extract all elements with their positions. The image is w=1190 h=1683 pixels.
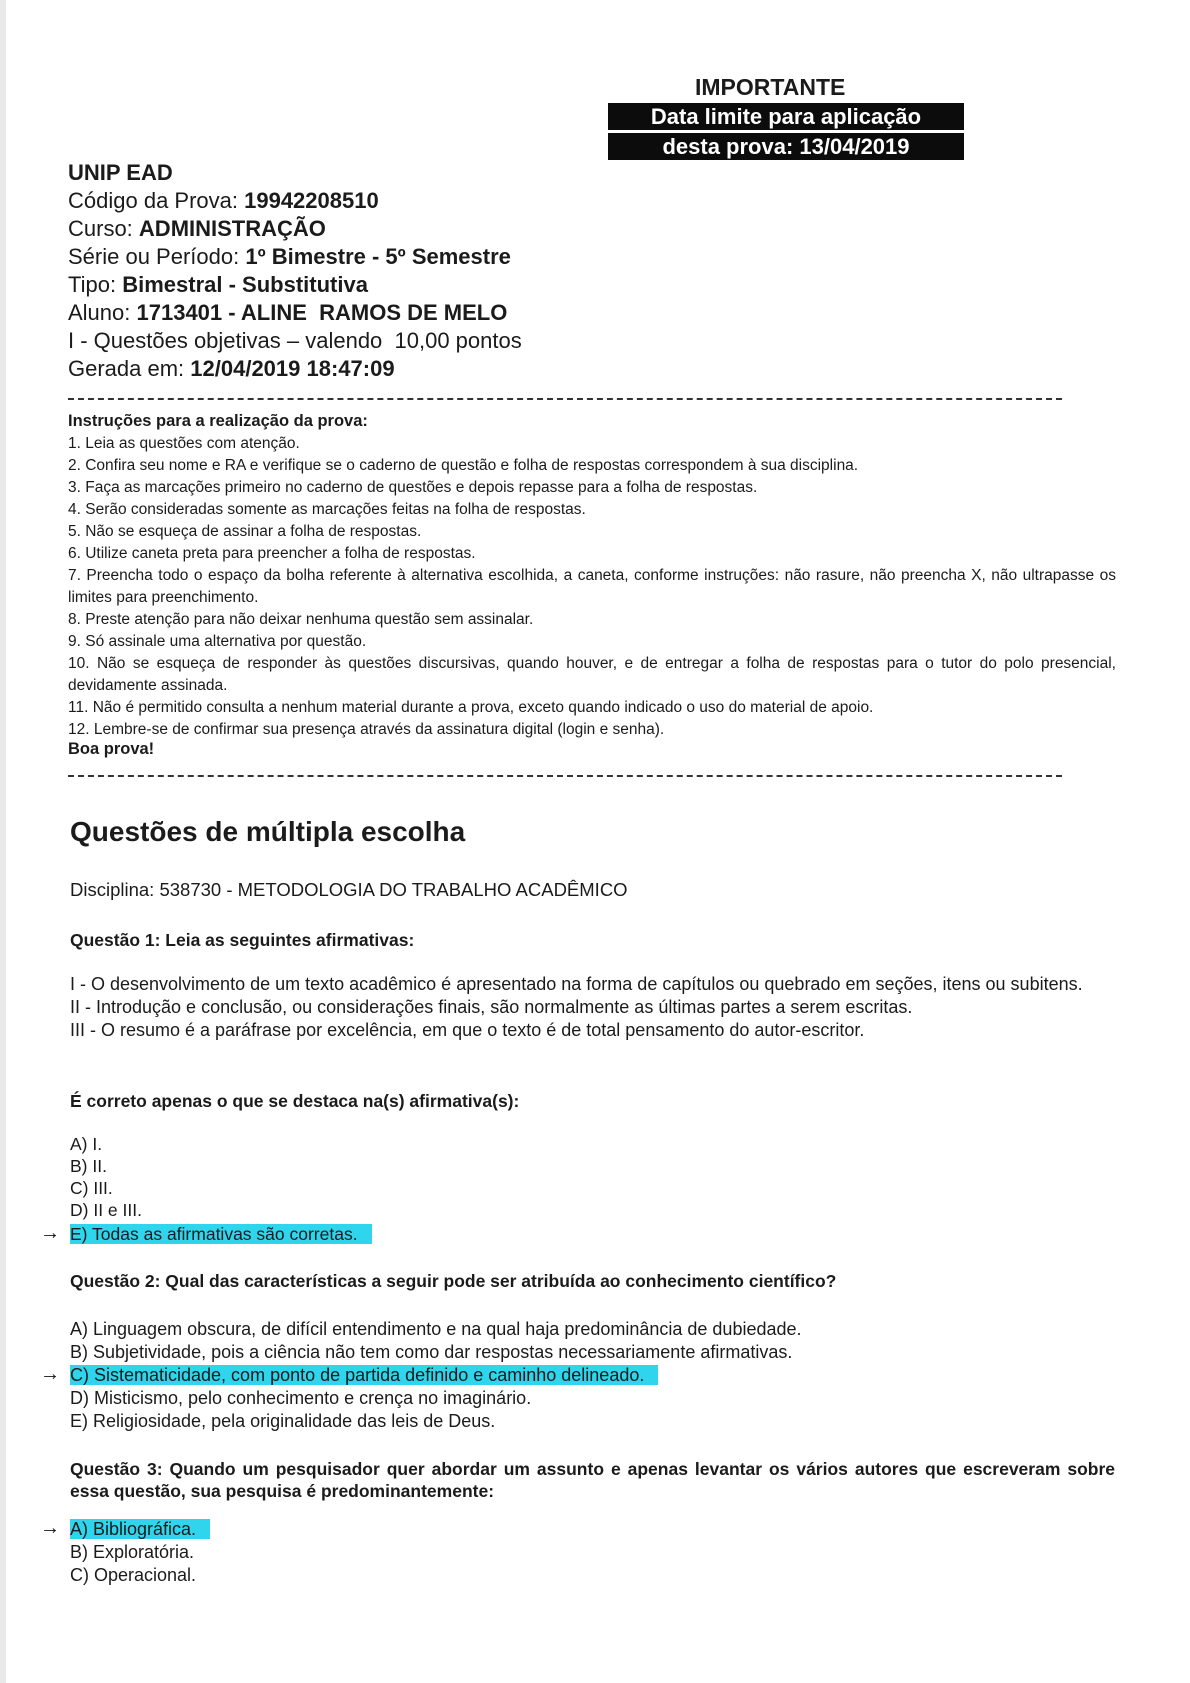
q1-statement: II - Introdução e conclusão, ou considerações finais, são normalmente as últimas partes a serem escritas. [70,997,913,1017]
exam-code: Código da Prova: 19942208510 [68,188,379,213]
q1-option-c[interactable]: C) III. [70,1178,113,1198]
generated-at: Gerada em: 12/04/2019 18:47:09 [68,356,395,381]
q3-option-a[interactable] [70,1518,210,1540]
answer-arrow-icon: → [40,1363,60,1385]
instruction-item: 5. Não se esqueça de assinar a folha de respostas. [68,523,422,540]
scan-edge [0,0,6,1683]
instructions-list [68,433,1116,741]
q2-option-d[interactable]: D) Misticismo, pelo conhecimento e crença no imaginário. [70,1388,532,1408]
q1-prompt: É correto apenas o que se destaca na(s) afirmativa(s): [70,1091,520,1111]
q3-option-c[interactable]: C) Operacional. [70,1565,197,1585]
q1-statements [70,973,1115,1042]
deadline-line-2: desta prova: 13/04/2019 [608,133,964,160]
q3-selected-highlight: A) Bibliográfica. [70,1519,210,1539]
q1-selected-highlight: E) Todas as afirmativas são corretas. [70,1224,372,1244]
student: Aluno: 1713401 - ALINE RAMOS DE MELO [68,300,508,325]
q1-option-b[interactable]: B) II. [70,1156,107,1176]
q3-option-b[interactable]: B) Exploratória. [70,1542,195,1562]
answer-arrow-icon: → [40,1517,60,1539]
instruction-item: 3. Faça as marcações primeiro no caderno de questões e depois repasse para a folha de respostas. [68,479,758,496]
instruction-item: 4. Serão consideradas somente as marcações feitas na folha de respostas. [68,501,586,518]
q1-title: Questão 1: Leia as seguintes afirmativas: [70,930,415,950]
divider-bottom [68,775,1062,777]
q1-option-d[interactable]: D) II e III. [70,1200,142,1220]
answer-arrow-icon: → [40,1222,60,1244]
instruction-item: 8. Preste atenção para não deixar nenhuma questão sem assinalar. [68,611,534,628]
closing-text: Boa prova! [68,740,155,758]
instruction-item: 2. Confira seu nome e RA e verifique se o caderno de questão e folha de respostas correspondem à sua disciplina. [68,457,859,474]
q2-option-e[interactable]: E) Religiosidade, pela originalidade das leis de Deus. [70,1411,496,1431]
institution: UNIP EAD [68,160,173,185]
course: Curso: ADMINISTRAÇÃO [68,216,326,241]
q2-title: Questão 2: Qual das características a seguir pode ser atribuída ao conhecimento científico? [70,1271,837,1291]
important-title: IMPORTANTE [695,74,846,100]
q2-option-b[interactable]: B) Subjetividade, pois a ciência não tem como dar respostas necessariamente afirmativas. [70,1342,793,1362]
instruction-item: 11. Não é permitido consulta a nenhum material durante a prova, exceto quando indicado o uso do material de apoio. [68,699,874,716]
instruction-item: 12. Lembre-se de confirmar sua presença através da assinatura digital (login e senha). [68,721,665,738]
period: Série ou Período: 1º Bimestre - 5º Semestre [68,244,511,269]
instruction-item: 6. Utilize caneta preta para preencher a folha de respostas. [68,545,476,562]
q3-title: Questão 3: Quando um pesquisador quer abordar um assunto e apenas levantar os vários autores que escreveram sobre essa questão, sua pesquisa é predominantemente: [70,1459,1115,1501]
objective-line: I - Questões objetivas – valendo 10,00 pontos [68,328,522,353]
divider-top [68,398,1062,400]
q1-option-e[interactable] [70,1223,372,1245]
q1-option-a[interactable]: A) I. [70,1134,103,1154]
section-title: Questões de múltipla escolha [70,816,466,847]
instruction-item: 10. Não se esqueça de responder às questões discursivas, quando houver, e de entregar a folha de respostas para o tutor do polo presencial, devidamente assinada. [68,655,1116,694]
q2-option-c[interactable] [70,1364,658,1386]
instruction-item: 7. Preencha todo o espaço da bolha referente à alternativa escolhida, a caneta, conforme instruções: não rasure, não preencha X, não ultrapasse os limites para preenchimento. [68,567,1116,606]
discipline: Disciplina: 538730 - METODOLOGIA DO TRABALHO ACADÊMICO [70,879,628,900]
q2-selected-highlight: C) Sistematicidade, com ponto de partida definido e caminho delineado. [70,1365,658,1385]
instructions-title: Instruções para a realização da prova: [68,412,368,430]
instruction-item: 1. Leia as questões com atenção. [68,435,300,452]
exam-type: Tipo: Bimestral - Substitutiva [68,272,368,297]
deadline-line-1: Data limite para aplicação [608,103,964,130]
q2-option-a[interactable]: A) Linguagem obscura, de difícil entendimento e na qual haja predominância de dubiedade. [70,1319,802,1339]
q1-statement: III - O resumo é a paráfrase por excelência, em que o texto é de total pensamento do autor-escritor. [70,1020,865,1040]
instruction-item: 9. Só assinale uma alternativa por questão. [68,633,367,650]
q1-statement: I - O desenvolvimento de um texto acadêmico é apresentado na forma de capítulos ou quebrado em seções, itens ou subitens. [70,974,1083,994]
